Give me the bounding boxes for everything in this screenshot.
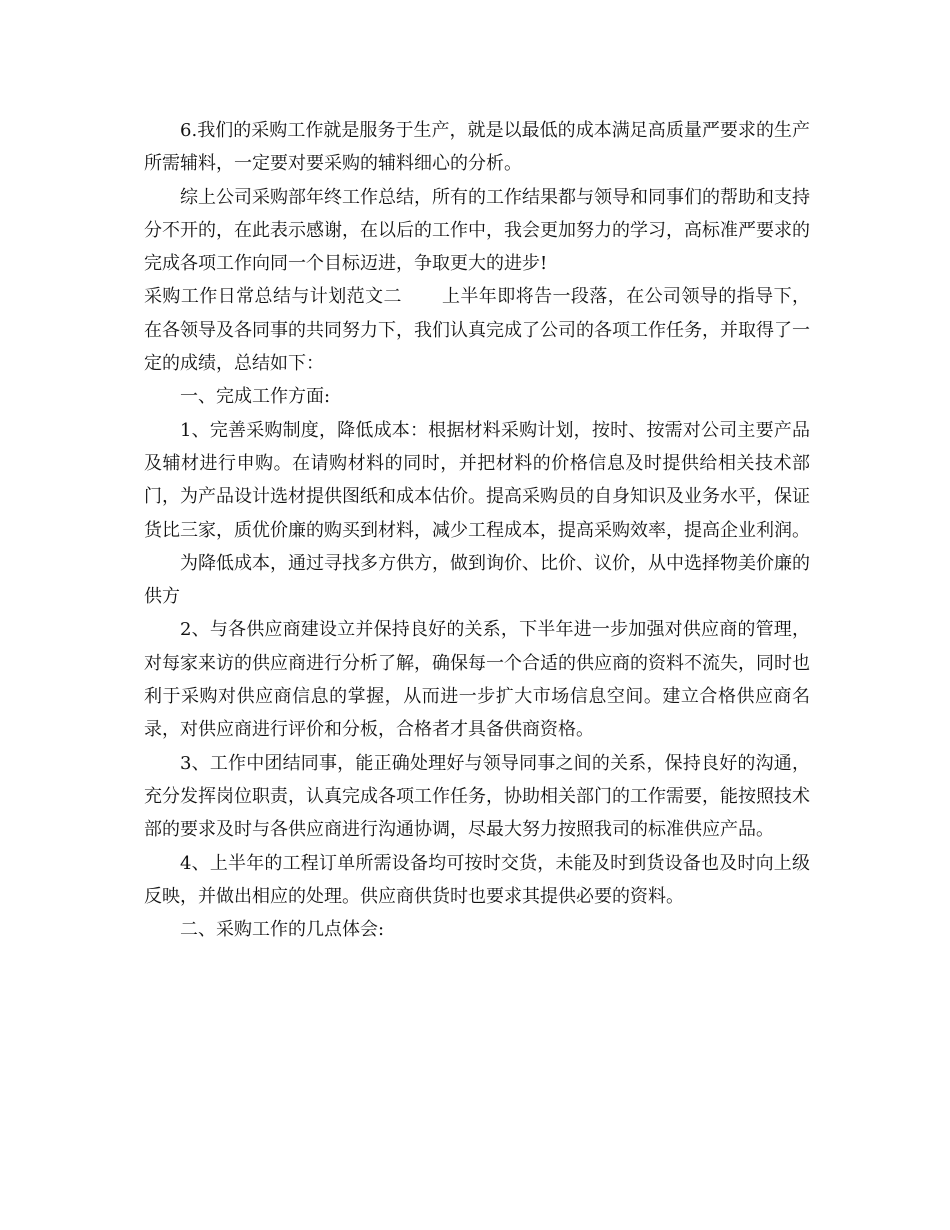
paragraph-5: 1、完善采购制度，降低成本：根据材料采购计划，按时、按需对公司主要产品及辅材进行申购。在请购材料的同时，并把材料的价格信息及时提供给相关技术部门，为产品设计选材提供图纸和成本估价。提高采购员的自身知识及业务水平，保证货比三家，质优价廉的购买到材料，减少工程成本，提高采购效率，提高企业利润。 [144, 419, 810, 541]
paragraph-8: 3、工作中团结同事，能正确处理好与领导同事之间的关系，保持良好的沟通，充分发挥岗位职责，认真完成各项工作任务，协助相关部门的工作需要，能按照技术部的要求及时与各供应商进行沟通协调，尽最大努力按照我司的标准供应产品。 [144, 752, 810, 841]
section-paragraph [144, 280, 810, 380]
paragraph-9: 4、上半年的工程订单所需设备均可按时交货，未能及时到货设备也及时向上级反映，并做出相应的处理。供应商供货时也要求其提供必要的资料。 [144, 852, 810, 907]
paragraph-1: 6.我们的采购工作就是服务于生产，就是以最低的成本满足高质量严要求的生产所需辅料，一定要对要采购的辅料细心的分析。 [144, 120, 810, 175]
paragraph-4: 一、完成工作方面: [180, 386, 331, 408]
paragraph-6: 为降低成本，通过寻找多方供方，做到询价、比价、议价，从中选择物美价廉的供方 [144, 552, 810, 608]
section-heading: 采购工作日常总结与计划范文二 [144, 286, 402, 308]
section-intro: 上半年即将告一段落，在公司领导的指导下，在各领导及各同事的共同努力下，我们认真完成了公司的各项工作任务，并取得了一定的成绩，总结如下： [144, 286, 811, 375]
paragraph-10: 二、采购工作的几点体会: [180, 919, 385, 941]
paragraph-7: 2、与各供应商建设立并保持良好的关系，下半年进一步加强对供应商的管理，对每家来访的供应商进行分析了解，确保每一个合适的供应商的资料不流失，同时也利于采购对供应商信息的掌握，从而进一步扩大市场信息空间。建立合格供应商名录，对供应商进行评价和分板，合格者才具备供商资格。 [144, 619, 810, 741]
paragraph-2: 综上公司采购部年终工作总结，所有的工作结果都与领导和同事们的帮助和支持分不开的，在此表示感谢，在以后的工作中，我会更加努力的学习，高标准严要求的完成各项工作向同一个目标迈进，争取更大的进步! [144, 186, 810, 275]
document-body [144, 114, 810, 946]
